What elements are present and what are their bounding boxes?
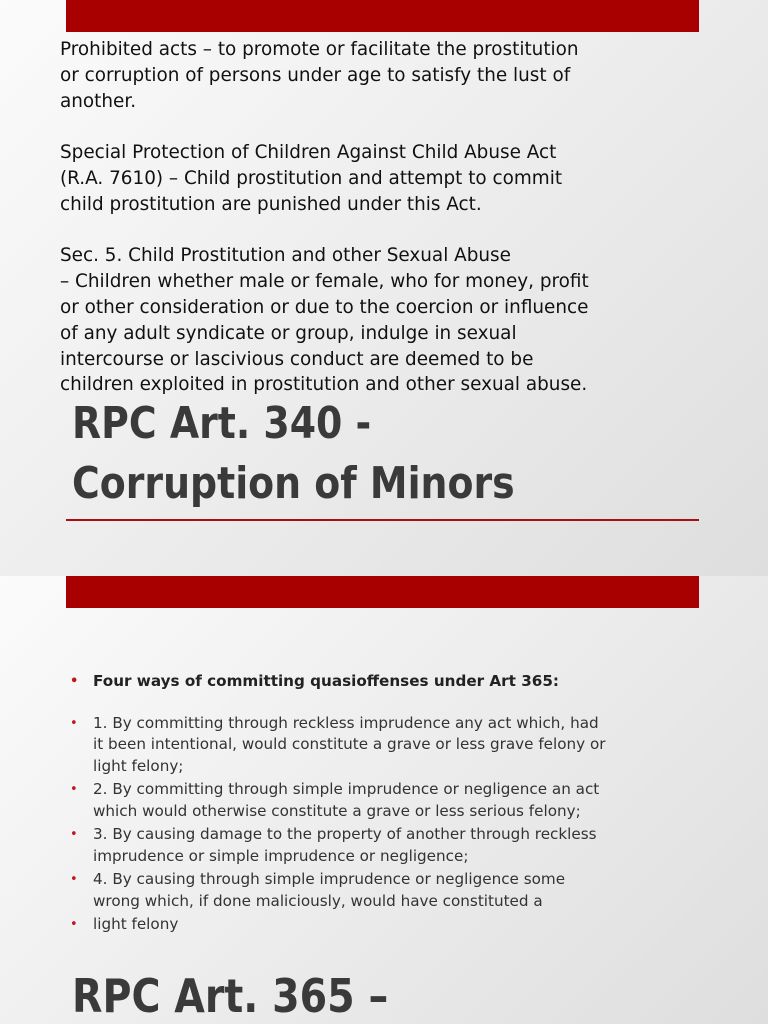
paragraph-sec-5: Sec. 5. Child Prostitution and other Sexual Abuse – Children whether male or female, who for money, profit or other consideration or due to the coercion or influence of any adult syndicate or group, indulge in sexual intercourse or lascivious conduct are deemed to be children exploited in prostitution and other sexual abuse. [60, 245, 589, 396]
list-item-text: Four ways of committing quasioffenses under Art 365: [93, 672, 559, 690]
slide-quasi-offenses [0, 576, 768, 1024]
list-item [70, 713, 690, 778]
slide-header-bar [66, 0, 699, 32]
list-item-text: 1. By committing through reckless imprudence any act which, had it been intentional, would constitute a grave or less grave felony or light felony; [93, 713, 606, 775]
list-item [70, 869, 690, 912]
slide-title [72, 394, 515, 514]
slide-header-bar [66, 576, 699, 608]
paragraph-prohibited-acts: Prohibited acts – to promote or facilitate the prostitution or corruption of persons under age to satisfy the lust of another. [60, 39, 579, 112]
list-item-text: 3. By causing damage to the property of another through reckless imprudence or simple imprudence or negligence; [93, 825, 597, 865]
slide-title: RPC Art. 365 – [72, 969, 389, 1023]
list-item-text: light felony [93, 915, 179, 933]
slide-title-line-1: RPC Art. 340 - [72, 398, 372, 449]
bullet-list [70, 671, 690, 938]
slide-body-text [60, 37, 720, 398]
slide-title-line-2: Corruption of Minors [72, 458, 515, 509]
bullet-icon: • [70, 674, 79, 689]
title-underline [66, 519, 699, 521]
list-item-text: 2. By committing through simple imprudence or negligence an act which would otherwise constitute a grave or less serious felony; [93, 780, 600, 820]
bullet-icon: • [70, 715, 78, 731]
list-item [70, 914, 690, 936]
bullet-icon: • [70, 872, 78, 887]
bullet-icon: • [70, 782, 78, 797]
list-item [70, 779, 690, 822]
bullet-icon: • [70, 827, 78, 842]
list-item [70, 824, 690, 867]
paragraph-ra-7610: Special Protection of Children Against Child Abuse Act (R.A. 7610) – Child prostitution and attempt to commit child prostitution are punished under this Act. [60, 142, 563, 215]
list-item-text: 4. By causing through simple imprudence or negligence some wrong which, if done maliciously, would have constituted a [93, 870, 566, 910]
bullet-icon: • [70, 917, 78, 932]
list-item [70, 671, 690, 693]
